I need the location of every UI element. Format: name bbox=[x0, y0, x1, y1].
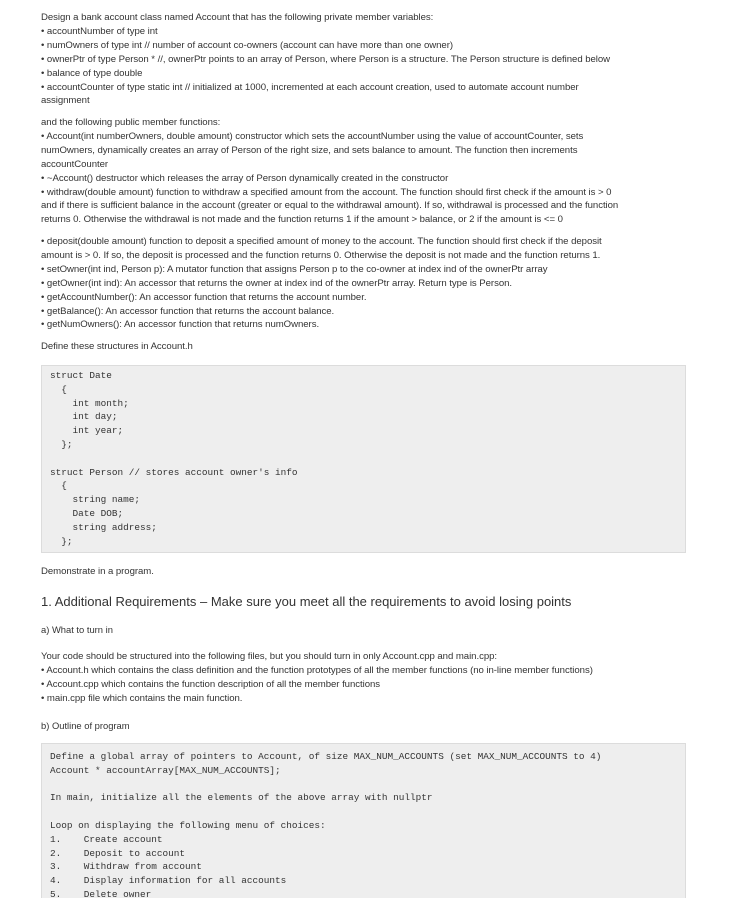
code-line: 1. Create account bbox=[50, 833, 163, 845]
public-functions-section bbox=[41, 116, 701, 227]
code-line: Loop on displaying the following menu of choices: bbox=[50, 819, 326, 831]
function-line: • getNumOwners(): An accessor function that returns numOwners. bbox=[41, 319, 320, 331]
code-line: int year; bbox=[50, 425, 124, 437]
code-line: 3. Withdraw from account bbox=[50, 861, 202, 873]
function-line: returns 0. Otherwise the withdrawal is not made and the function returns 1 if the amount > balance, or 2 if the amount is <= 0 bbox=[41, 214, 563, 226]
private-var-line: • ownerPtr of type Person * //, ownerPtr points to an array of Person, where Person is a structure. The Person structure is defined below bbox=[41, 53, 611, 65]
intro-title: Design a bank account class named Account that has the following private member variables: bbox=[41, 12, 434, 23]
what-to-turn-in-label: a) What to turn in bbox=[41, 624, 113, 635]
code-line: In main, initialize all the elements of the above array with nullptr bbox=[50, 792, 433, 804]
define-structures-label: Define these structures in Account.h bbox=[41, 341, 193, 352]
function-line: • deposit(double amount) function to deposit a specified amount of money to the account. The function should first check if the deposit bbox=[41, 236, 602, 247]
define-structures-text bbox=[41, 340, 701, 354]
code-line: 4. Display information for all accounts bbox=[50, 875, 287, 887]
outline-label: b) Outline of program bbox=[41, 720, 130, 731]
outline-code-block bbox=[41, 743, 686, 898]
function-line: amount is > 0. If so, the deposit is processed and the function returns 0. Otherwise the deposit is not made and the function returns 1. bbox=[41, 249, 601, 261]
code-line bbox=[50, 452, 677, 466]
private-var-line: • numOwners of type int // number of account co-owners (account can have more than one owner) bbox=[41, 39, 453, 51]
turn-in-line: Your code should be structured into the following files, but you should turn in only Account.cpp and main.cpp: bbox=[41, 651, 498, 662]
function-line: • getOwner(int ind): An accessor that returns the owner at index ind of the ownerPtr array. Return type is Person. bbox=[41, 277, 513, 289]
turn-in-line: • Account.cpp which contains the function description of all the member functions bbox=[41, 678, 381, 690]
code-line: { bbox=[50, 383, 67, 395]
code-line: string address; bbox=[50, 521, 157, 533]
function-line: accountCounter bbox=[41, 158, 109, 170]
function-line: • ~Account() destructor which releases the array of Person dynamically created in the constructor bbox=[41, 172, 449, 184]
code-line: }; bbox=[50, 535, 73, 547]
code-line bbox=[50, 778, 677, 792]
code-line: 5. Delete owner bbox=[50, 888, 152, 898]
struct-code-block bbox=[41, 365, 686, 553]
demonstrate-text bbox=[41, 565, 701, 579]
private-var-line: • accountNumber of type int bbox=[41, 25, 158, 37]
code-line: string name; bbox=[50, 494, 141, 506]
private-var-line: assignment bbox=[41, 95, 90, 107]
turn-in-details bbox=[41, 650, 701, 706]
function-line: • withdraw(double amount) function to withdraw a specified amount from the account. The function should first check if the amount is > 0 bbox=[41, 186, 612, 198]
functions-title: and the following public member functions: bbox=[41, 117, 221, 128]
code-line: 2. Deposit to account bbox=[50, 847, 186, 859]
code-line: int day; bbox=[50, 411, 118, 423]
code-line: struct Date bbox=[50, 370, 112, 381]
public-functions-section-continued bbox=[41, 235, 701, 332]
function-line: and if there is sufficient balance in the account (greater or equal to the withdrawal amount). If so, withdrawal is processed and the function bbox=[41, 200, 619, 212]
code-line: Account * accountArray[MAX_NUM_ACCOUNTS]; bbox=[50, 764, 281, 776]
section-heading: 1. Additional Requirements – Make sure you meet all the requirements to avoid losing points bbox=[41, 594, 572, 609]
code-line: Date DOB; bbox=[50, 507, 124, 519]
turn-in-line: • main.cpp file which contains the main function. bbox=[41, 692, 243, 704]
code-line: { bbox=[50, 480, 67, 492]
code-line: struct Person // stores account owner's info bbox=[50, 466, 298, 478]
code-line: Define a global array of pointers to Account, of size MAX_NUM_ACCOUNTS (set MAX_NUM_ACCOUNTS to 4) bbox=[50, 751, 602, 762]
code-line: }; bbox=[50, 438, 73, 450]
function-line: • getAccountNumber(): An accessor function that returns the account number. bbox=[41, 291, 367, 303]
function-line: numOwners, dynamically creates an array of Person of the right size, and sets balance to amount. The function then increments bbox=[41, 144, 578, 156]
demonstrate-label: Demonstrate in a program. bbox=[41, 566, 154, 577]
turn-in-line: • Account.h which contains the class definition and the function prototypes of all the member functions (no in-line member functions) bbox=[41, 664, 593, 676]
code-line: int month; bbox=[50, 397, 129, 409]
private-var-line: • balance of type double bbox=[41, 67, 143, 79]
function-line: • Account(int numberOwners, double amount) constructor which sets the accountNumber using the value of accountCounter, sets bbox=[41, 130, 584, 142]
private-variables-section bbox=[41, 11, 701, 108]
code-line bbox=[50, 805, 677, 819]
function-line: • getBalance(): An accessor function that returns the account balance. bbox=[41, 305, 335, 317]
private-var-line: • accountCounter of type static int // initialized at 1000, incremented at each account creation, used to automate account number bbox=[41, 81, 579, 93]
function-line: • setOwner(int ind, Person p): A mutator function that assigns Person p to the co-owner at index ind of the ownerPtr array bbox=[41, 263, 548, 275]
